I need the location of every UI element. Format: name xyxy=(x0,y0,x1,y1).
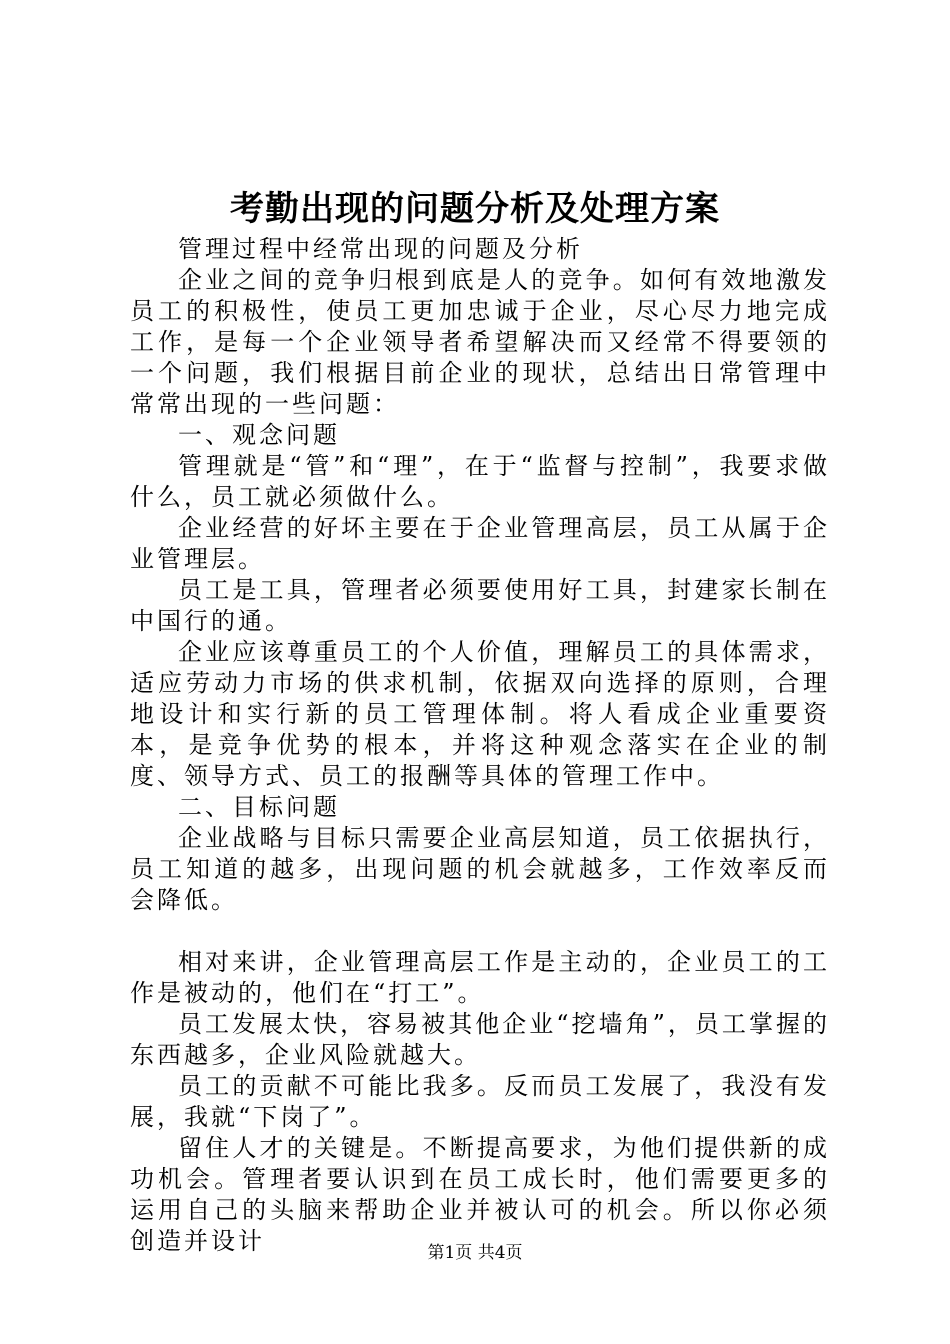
section-heading-goal: 二、目标问题 xyxy=(178,793,340,821)
paragraph: 企业之间的竞争归根到底是人的竞争。如何有效地激发员工的积极性，使员工更加忠诚于企业，尽心尽力地完成工作，是每一个企业领导者希望解决而又经常不得要领的一个问题，我们根据目前企业的现状，总结出日常管理中常常出现的一些问题： xyxy=(130,266,830,418)
paragraph: 员工发展太快，容易被其他企业“挖墙角”，员工掌握的东西越多，企业风险就越大。 xyxy=(130,1010,830,1069)
document-title: 考勤出现的问题分析及处理方案 xyxy=(230,189,720,229)
section-heading-concept: 一、观念问题 xyxy=(178,421,340,449)
section-intro-heading: 管理过程中经常出现的问题及分析 xyxy=(178,235,583,263)
paragraph: 管理就是“管”和“理”，在于“监督与控制”，我要求做什么，员工就必须做什么。 xyxy=(130,452,830,511)
paragraph: 员工的贡献不可能比我多。反而员工发展了，我没有发展，我就“下岗了”。 xyxy=(130,1072,830,1131)
paragraph: 相对来讲，企业管理高层工作是主动的，企业员工的工作是被动的，他们在“打工”。 xyxy=(130,948,830,1007)
page-number-footer: 第1页 共4页 xyxy=(427,1243,523,1263)
paragraph: 留住人才的关键是。不断提高要求，为他们提供新的成功机会。管理者要认识到在员工成长时，他们需要更多的运用自己的头脑来帮助企业并被认可的机会。所以你必须创造并设计 xyxy=(130,1134,830,1255)
document-body xyxy=(130,234,830,1257)
paragraph: 企业战略与目标只需要企业高层知道，员工依据执行，员工知道的越多，出现问题的机会就越多，工作效率反而会降低。 xyxy=(130,824,830,914)
paragraph: 企业经营的好坏主要在于企业管理高层，员工从属于企业管理层。 xyxy=(130,514,830,573)
paragraph: 企业应该尊重员工的个人价值，理解员工的具体需求，适应劳动力市场的供求机制，依据双向选择的原则，合理地设计和实行新的员工管理体制。将人看成企业重要资本，是竞争优势的根本，并将这种观念落实在企业的制度、领导方式、员工的报酬等具体的管理工作中。 xyxy=(130,638,830,790)
paragraph: 员工是工具，管理者必须要使用好工具，封建家长制在中国行的通。 xyxy=(130,576,830,635)
